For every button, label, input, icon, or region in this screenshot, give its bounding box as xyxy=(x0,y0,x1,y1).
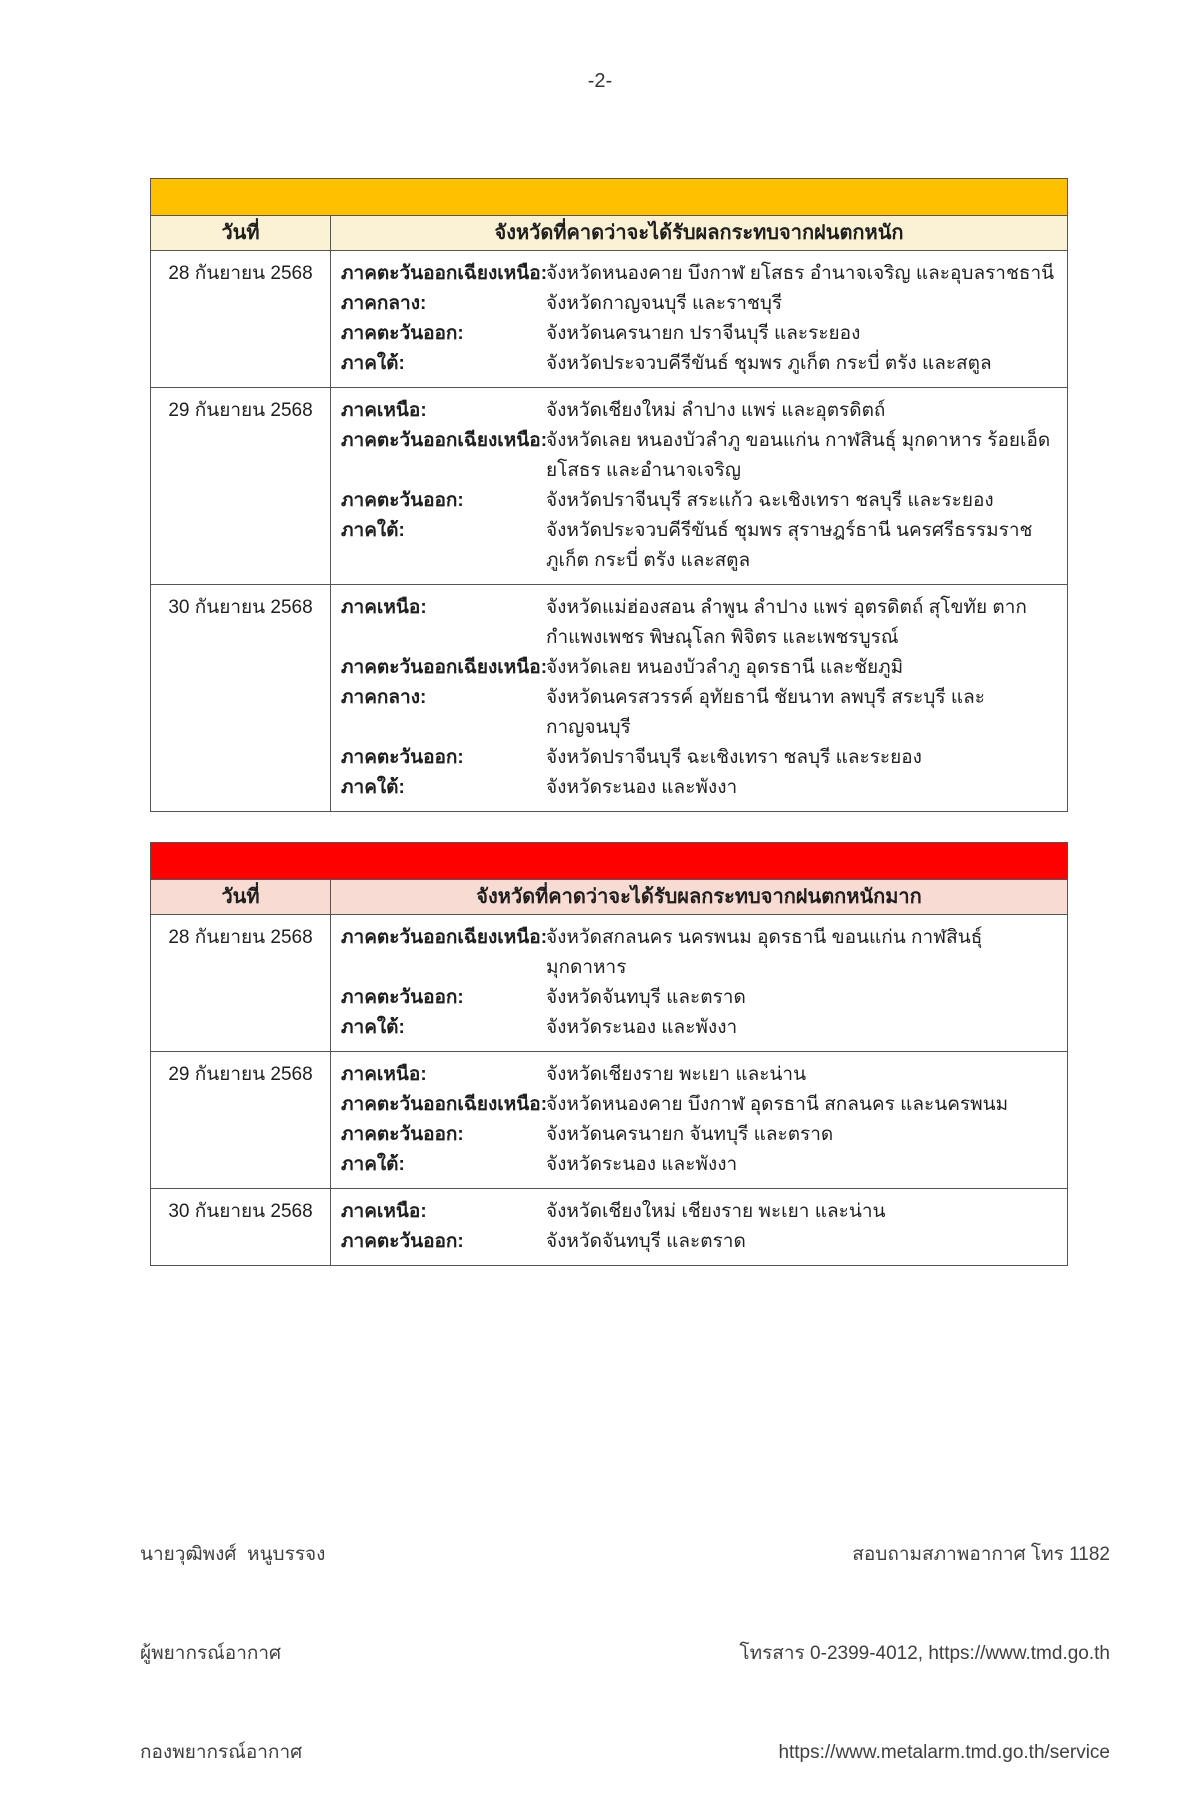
region-entry xyxy=(341,426,1061,486)
table-row xyxy=(151,1189,1067,1265)
page-number: -2- xyxy=(587,70,613,92)
region-entry xyxy=(341,773,1061,803)
province-list: จังหวัดสกลนคร นครพนม อุดรธานี ขอนแก่น กาฬสินธุ์ มุกดาหาร xyxy=(546,927,983,978)
region-entry xyxy=(341,396,1061,426)
province-list: จังหวัดประจวบคีรีขันธ์ ชุมพร สุราษฎร์ธานี นครศรีธรรมราช ภูเก็ต กระบี่ ตรัง และสตูล xyxy=(546,520,1033,571)
region-entry xyxy=(341,516,1061,576)
province-list: จังหวัดเลย หนองบัวลำภู ขอนแก่น กาฬสินธุ์ มุกดาหาร ร้อยเอ็ด ยโสธร และอำนาจเจริญ xyxy=(546,430,1051,481)
table-row xyxy=(151,251,1067,388)
region-entry xyxy=(341,983,1061,1013)
table-row xyxy=(151,915,1067,1052)
province-list: จังหวัดหนองคาย บึงกาฬ ยโสธร อำนาจเจริญ และอุบลราชธานี xyxy=(546,263,1055,284)
very-heavy-rain-table-header-row xyxy=(151,880,1067,915)
provinces-column-header: จังหวัดที่คาดว่าจะได้รับผลกระทบจากฝนตกหนัก xyxy=(494,222,904,244)
date-cell: 30 กันยายน 2568 xyxy=(151,1189,331,1265)
province-list: จังหวัดจันทบุรี และตราด xyxy=(546,1231,746,1252)
region-label: ภาคใต้: xyxy=(341,1154,405,1175)
very-heavy-rain-table xyxy=(150,842,1068,1266)
region-entry xyxy=(341,1120,1061,1150)
region-label: ภาคตะวันออกเฉียงเหนือ: xyxy=(341,927,548,948)
metalarm-service-url: https://www.metalarm.tmd.go.th/service xyxy=(778,1742,1110,1763)
very-heavy-rain-table-body xyxy=(151,915,1067,1265)
forecaster-title: ผู้พยากรณ์อากาศ xyxy=(140,1643,282,1664)
very-heavy-rain-color-band xyxy=(151,843,1067,880)
region-label: ภาคเหนือ: xyxy=(341,597,427,618)
date-cell: 29 กันยายน 2568 xyxy=(151,1052,331,1188)
province-list: จังหวัดจันทบุรี และตราด xyxy=(546,987,746,1008)
date-cell: 29 กันยายน 2568 xyxy=(151,388,331,584)
region-label: ภาคตะวันออกเฉียงเหนือ: xyxy=(341,430,548,451)
province-list: จังหวัดเลย หนองบัวลำภู อุดรธานี และชัยภูมิ xyxy=(546,657,904,678)
province-list: จังหวัดระนอง และพังงา xyxy=(546,1017,738,1038)
province-list: จังหวัดนครนายก จันทบุรี และตราด xyxy=(546,1124,834,1145)
province-list: จังหวัดเชียงราย พะเยา และน่าน xyxy=(546,1064,807,1085)
province-list: จังหวัดเชียงใหม่ ลำปาง แพร่ และอุตรดิตถ์ xyxy=(546,400,886,421)
region-entry xyxy=(341,349,1061,379)
region-entry xyxy=(341,1150,1061,1180)
date-cell: 30 กันยายน 2568 xyxy=(151,585,331,811)
provinces-cell xyxy=(331,1052,1067,1188)
region-entry xyxy=(341,1197,1061,1227)
region-label: ภาคใต้: xyxy=(341,1017,405,1038)
province-list: จังหวัดแม่ฮ่องสอน ลำพูน ลำปาง แพร่ อุตรดิตถ์ สุโขทัย ตาก กำแพงเพชร พิษณุโลก พิจิตร และเพชรบูรณ์ xyxy=(546,597,1027,648)
date-cell: 28 กันยายน 2568 xyxy=(151,915,331,1051)
region-label: ภาคตะวันออก: xyxy=(341,323,464,344)
region-entry xyxy=(341,486,1061,516)
forecaster-signature-block xyxy=(140,1472,325,1802)
region-label: ภาคกลาง: xyxy=(341,687,427,708)
region-entry xyxy=(341,1060,1061,1090)
provinces-cell xyxy=(331,915,1067,1051)
table-row xyxy=(151,585,1067,811)
region-label: ภาคตะวันออกเฉียงเหนือ: xyxy=(341,657,548,678)
date-column-header: วันที่ xyxy=(151,216,331,250)
weather-inquiry-phone: สอบถามสภาพอากาศ โทร 1182 xyxy=(852,1544,1110,1565)
region-entry xyxy=(341,1227,1061,1257)
heavy-rain-color-band xyxy=(151,179,1067,216)
table-row xyxy=(151,388,1067,585)
region-entry xyxy=(341,683,1061,743)
heavy-rain-table xyxy=(150,178,1068,812)
heavy-rain-table-header-row xyxy=(151,216,1067,251)
region-label: ภาคตะวันออก: xyxy=(341,987,464,1008)
table-row xyxy=(151,1052,1067,1189)
forecaster-name: นายวุฒิพงศ์ หนูบรรจง xyxy=(140,1544,326,1565)
forecaster-division: กองพยากรณ์อากาศ xyxy=(140,1742,303,1763)
region-entry xyxy=(341,319,1061,349)
region-label: ภาคตะวันออก: xyxy=(341,747,464,768)
region-entry xyxy=(341,923,1061,983)
provinces-cell xyxy=(331,1189,1067,1265)
region-label: ภาคเหนือ: xyxy=(341,400,427,421)
region-label: ภาคตะวันออก: xyxy=(341,490,464,511)
province-list: จังหวัดเชียงใหม่ เชียงราย พะเยา และน่าน xyxy=(546,1201,886,1222)
region-entry xyxy=(341,289,1061,319)
provinces-cell xyxy=(331,585,1067,811)
region-entry xyxy=(341,1013,1061,1043)
province-list: จังหวัดระนอง และพังงา xyxy=(546,777,738,798)
province-list: จังหวัดปราจีนบุรี สระแก้ว ฉะเชิงเทรา ชลบุรี และระยอง xyxy=(546,490,994,511)
contact-info-block xyxy=(739,1472,1110,1802)
fax-and-website: โทรสาร 0-2399-4012, https://www.tmd.go.th xyxy=(739,1643,1110,1664)
region-label: ภาคตะวันออกเฉียงเหนือ: xyxy=(341,1094,548,1115)
region-entry xyxy=(341,653,1061,683)
region-label: ภาคตะวันออก: xyxy=(341,1231,464,1252)
region-label: ภาคใต้: xyxy=(341,353,405,374)
region-label: ภาคใต้: xyxy=(341,777,405,798)
date-column-header: วันที่ xyxy=(151,880,331,914)
provinces-cell xyxy=(331,251,1067,387)
provinces-cell xyxy=(331,388,1067,584)
region-label: ภาคตะวันออก: xyxy=(341,1124,464,1145)
region-label: ภาคตะวันออกเฉียงเหนือ: xyxy=(341,263,548,284)
province-list: จังหวัดกาญจนบุรี และราชบุรี xyxy=(546,293,783,314)
region-label: ภาคกลาง: xyxy=(341,293,427,314)
region-entry xyxy=(341,259,1061,289)
region-entry xyxy=(341,1090,1061,1120)
province-list: จังหวัดประจวบคีรีขันธ์ ชุมพร ภูเก็ต กระบี่ ตรัง และสตูล xyxy=(546,353,992,374)
provinces-column-header: จังหวัดที่คาดว่าจะได้รับผลกระทบจากฝนตกหนักมาก xyxy=(476,886,922,908)
region-label: ภาคใต้: xyxy=(341,520,405,541)
region-label: ภาคเหนือ: xyxy=(341,1201,427,1222)
province-list: จังหวัดระนอง และพังงา xyxy=(546,1154,738,1175)
heavy-rain-table-body xyxy=(151,251,1067,811)
province-list: จังหวัดหนองคาย บึงกาฬ อุดรธานี สกลนคร และนครพนม xyxy=(546,1094,1009,1115)
province-list: จังหวัดปราจีนบุรี ฉะเชิงเทรา ชลบุรี และระยอง xyxy=(546,747,922,768)
province-list: จังหวัดนครนายก ปราจีนบุรี และระยอง xyxy=(546,323,861,344)
region-entry xyxy=(341,743,1061,773)
region-label: ภาคเหนือ: xyxy=(341,1064,427,1085)
province-list: จังหวัดนครสวรรค์ อุทัยธานี ชัยนาท ลพบุรี สระบุรี และกาญจนบุรี xyxy=(546,687,985,738)
date-cell: 28 กันยายน 2568 xyxy=(151,251,331,387)
region-entry xyxy=(341,593,1061,653)
